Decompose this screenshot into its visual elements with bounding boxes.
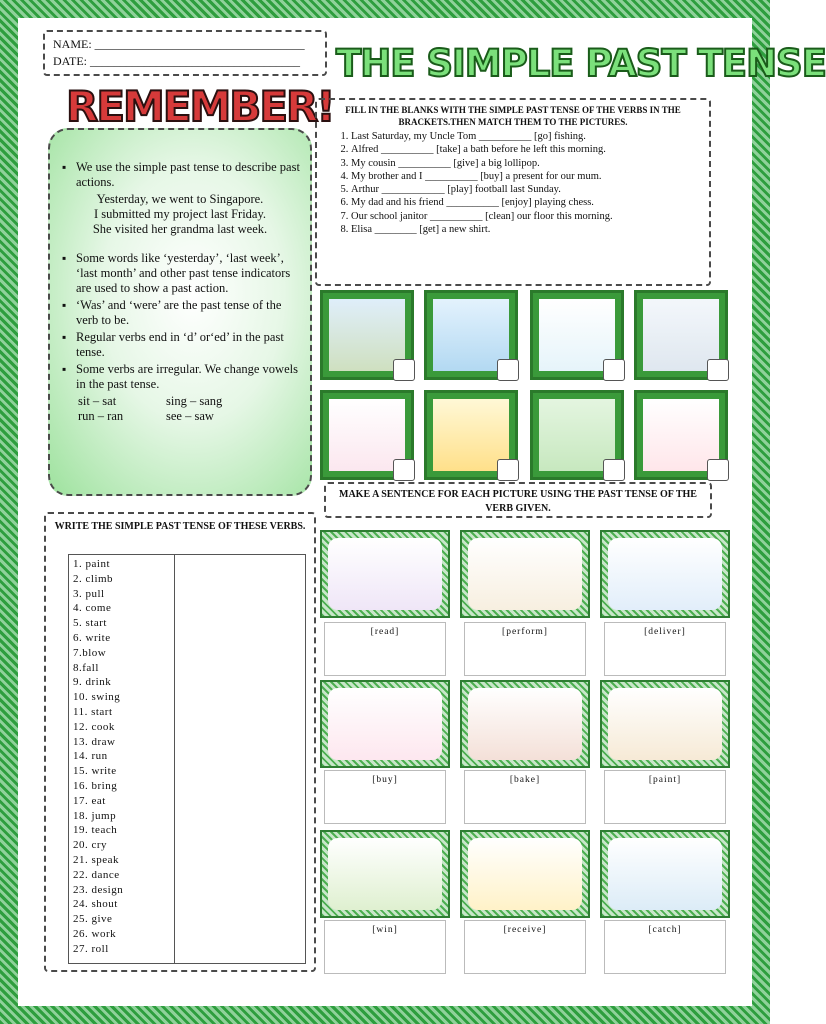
verb-item: 9. drink [73, 676, 112, 689]
match-checkbox[interactable] [603, 459, 625, 481]
match-checkbox[interactable] [393, 459, 415, 481]
sentence-picture-deliver [600, 530, 730, 618]
match-picture-shower [530, 290, 624, 380]
sentence-answer-box[interactable]: [perform] [464, 622, 586, 676]
page-title: THE SIMPLE PAST TENSE [336, 42, 826, 85]
fill-item: 3. My cousin __________ [give] a big lollipop. [351, 157, 701, 170]
verb-item: 17. eat [73, 794, 106, 807]
verb-item: 22. dance [73, 868, 120, 881]
verb-item: 13. draw [73, 735, 116, 748]
match-picture-present [530, 390, 624, 480]
sentence-picture-win [320, 830, 450, 918]
verb-item: 21. speak [73, 853, 120, 866]
verb-item: 7.blow [73, 646, 107, 659]
remember-box [48, 128, 312, 496]
rule-4: ▪ Regular verbs end in ‘d’ or‘ed’ in the past tense. [62, 330, 300, 360]
verb-item: 8.fall [73, 661, 99, 674]
irregular-pair-row-1: sit – sat sing – sang [78, 394, 223, 408]
fill-item: 5. Arthur ____________ [play] football last Sunday. [351, 183, 701, 196]
verb-item: 12. cook [73, 720, 115, 733]
verb-item: 16. bring [73, 779, 118, 792]
verb-item: 6. write [73, 631, 111, 644]
verb-item: 26. work [73, 927, 117, 940]
verb-item: 20. cry [73, 839, 108, 852]
verb-item: 27. roll [73, 942, 109, 955]
verb-item: 23. design [73, 883, 124, 896]
fill-item: 4. My brother and I __________ [buy] a present for our mum. [351, 170, 701, 183]
match-picture-janitor [634, 290, 728, 380]
example-2: I submitted my project last Friday. [93, 207, 267, 221]
fill-item: 1. Last Saturday, my Uncle Tom __________ [go] fishing. [351, 130, 701, 143]
make-sentence-instruction: MAKE A SENTENCE FOR EACH PICTURE USING THE PAST TENSE OF THE VERB GIVEN. [324, 482, 712, 518]
verb-item: 10. swing [73, 691, 121, 704]
remember-heading: REMEMBER! [66, 82, 334, 131]
sentence-answer-box[interactable]: [win] [324, 920, 446, 974]
write-verbs-box [44, 512, 316, 972]
verb-item: 14. run [73, 750, 108, 763]
verb-column [69, 555, 175, 963]
verb-item: 25. give [73, 913, 113, 926]
name-line[interactable]: NAME: ___________________________________ [53, 37, 305, 51]
fill-item: 7. Our school janitor __________ [clean] our floor this morning. [351, 210, 701, 223]
verb-item: 1. paint [73, 558, 110, 570]
match-checkbox[interactable] [603, 359, 625, 381]
match-picture-chess [320, 290, 414, 380]
match-checkbox[interactable] [393, 359, 415, 381]
verb-item: 11. start [73, 705, 113, 718]
verb-item: 3. pull [73, 587, 105, 600]
fill-item: 8. Elisa ________ [get] a new shirt. [351, 223, 701, 236]
match-checkbox[interactable] [497, 459, 519, 481]
answer-column[interactable] [175, 555, 305, 963]
sentence-answer-box[interactable]: [bake] [464, 770, 586, 824]
verb-item: 4. come [73, 602, 112, 615]
verb-item: 5. start [73, 617, 107, 630]
match-picture-shopping [320, 390, 414, 480]
verb-table [68, 554, 306, 964]
rule-3: ▪ ‘Was’ and ‘were’ are the past tense of the verb to be. [62, 298, 300, 328]
sentence-picture-read [320, 530, 450, 618]
rule-5: ▪ Some verbs are irregular. We change vowels in the past tense. [62, 362, 300, 392]
fill-list [325, 130, 701, 236]
verb-item: 19. teach [73, 824, 118, 837]
sentence-answer-box[interactable]: [deliver] [604, 622, 726, 676]
date-line[interactable]: DATE: ___________________________________ [53, 54, 300, 68]
sentence-picture-catch [600, 830, 730, 918]
sentence-picture-buy [320, 680, 450, 768]
sentence-answer-box[interactable]: [receive] [464, 920, 586, 974]
example-1: Yesterday, we went to Singapore. [96, 192, 264, 206]
match-picture-fishing [424, 290, 518, 380]
sentence-answer-box[interactable]: [catch] [604, 920, 726, 974]
rule-1: ▪ We use the simple past tense to describe past actions. [62, 160, 300, 190]
write-instruction: WRITE THE SIMPLE PAST TENSE OF THESE VERBS. [54, 521, 306, 532]
fill-instruction: FILL IN THE BLANKS WITH THE SIMPLE PAST TENSE OF THE VERBS IN THE BRACKETS.THEN MATCH THEM TO THE PICTURES. [345, 105, 681, 127]
verb-item: 24. shout [73, 898, 118, 911]
sentence-answer-box[interactable]: [read] [324, 622, 446, 676]
irregular-pair-row-2: run – ran see – saw [78, 409, 214, 423]
fill-item: 6. My dad and his friend __________ [enjoy] playing chess. [351, 196, 701, 209]
example-3: She visited her grandma last week. [92, 222, 268, 236]
match-picture-lollipop [634, 390, 728, 480]
sentence-answer-box[interactable]: [paint] [604, 770, 726, 824]
worksheet-inner [18, 18, 826, 1006]
sentence-picture-bake [460, 680, 590, 768]
rule-2: ▪ Some words like ‘yesterday’, ‘last week’, ‘last month’ and other past tense indicators are used to show a past action. [62, 251, 300, 296]
sentence-picture-receive [460, 830, 590, 918]
name-date-box [43, 30, 327, 76]
sentence-picture-perform [460, 530, 590, 618]
verb-item: 2. climb [73, 572, 114, 585]
match-checkbox[interactable] [497, 359, 519, 381]
match-checkbox[interactable] [707, 359, 729, 381]
verb-item: 18. jump [73, 809, 117, 822]
sentence-answer-box[interactable]: [buy] [324, 770, 446, 824]
match-checkbox[interactable] [707, 459, 729, 481]
fill-item: 2. Alfred __________ [take] a bath before he left this morning. [351, 143, 701, 156]
match-picture-football [424, 390, 518, 480]
verb-item: 15. write [73, 765, 117, 778]
sentence-picture-paint [600, 680, 730, 768]
fill-in-blanks-box [315, 98, 711, 286]
